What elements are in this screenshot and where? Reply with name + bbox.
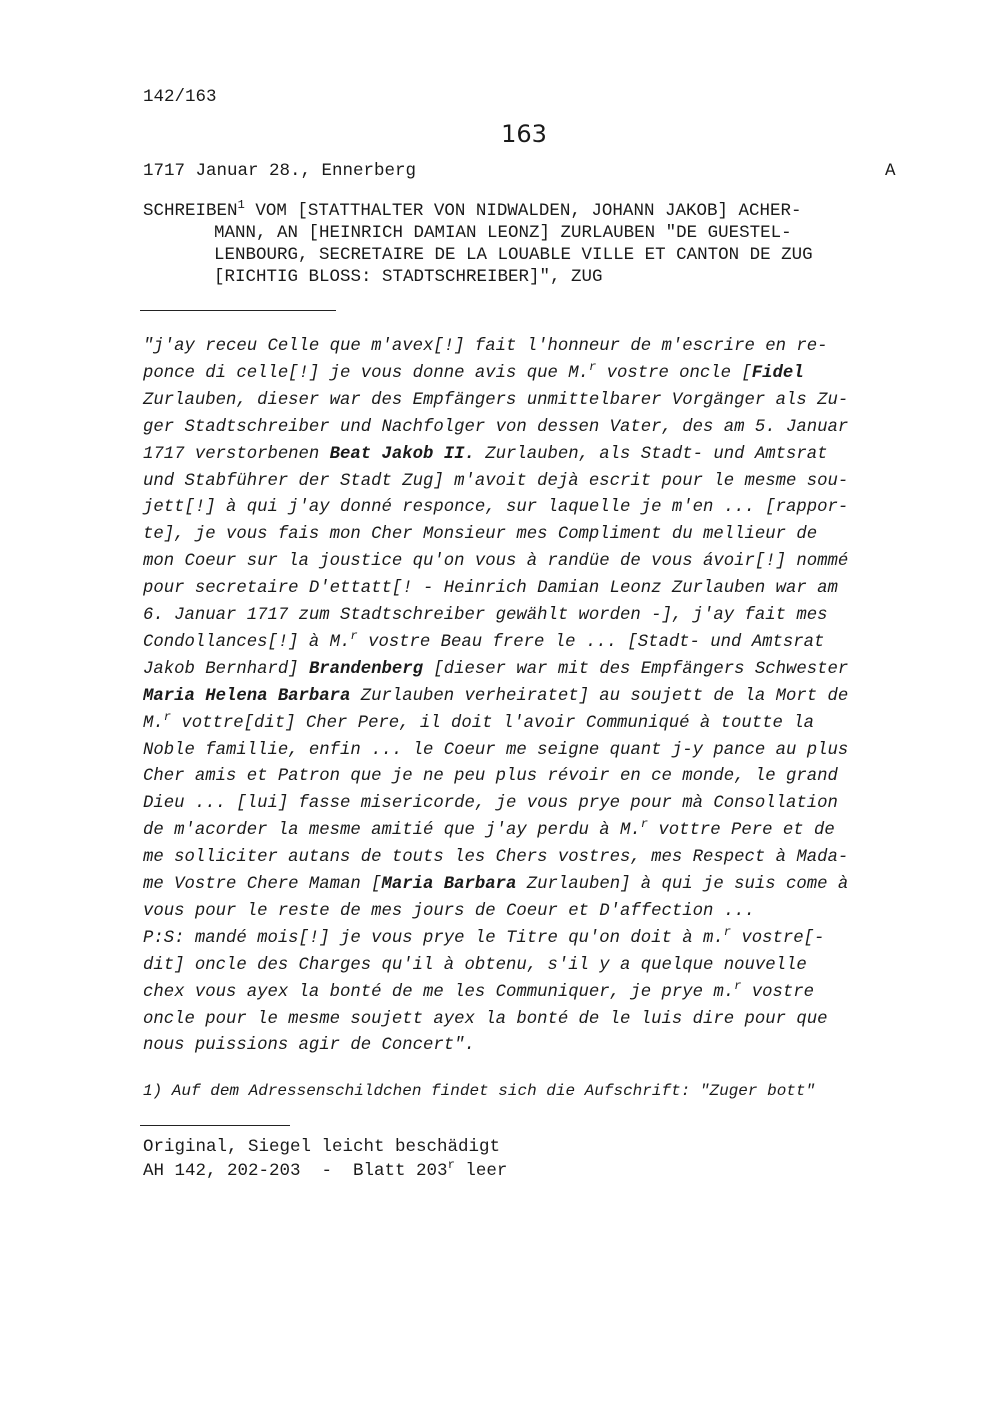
body-text: vostre Beau frere le ... [Stadt- und Amtsrat — [357, 632, 825, 652]
body-line — [143, 956, 807, 975]
body-text: 1717 verstorbenen — [143, 444, 330, 464]
body-text: pour secretaire D'ettatt[! - Heinrich Damian Leonz Zurlauben war am — [143, 579, 838, 599]
superscript-mark: r — [163, 709, 172, 724]
body-text: Jakob Bernhard] — [143, 659, 309, 679]
heading-line-3: LENBOURG, SECRETAIRE DE LA LOUABLE VILLE ET CANTON DE ZUG — [214, 245, 813, 265]
body-text: vostre[- — [731, 928, 825, 948]
heading-line-1 — [143, 198, 802, 221]
body-line — [143, 1010, 827, 1029]
superscript-mark: r — [350, 629, 358, 644]
body-text: vostre — [741, 982, 814, 1002]
heading-first-word: SCHREIBEN — [143, 201, 238, 221]
body-text: vostre oncle [ — [596, 363, 752, 383]
page-reference: 142/163 — [143, 87, 217, 107]
body-text: me Vostre Chere Maman [ — [143, 875, 382, 894]
body-line — [143, 660, 848, 679]
heading-line-4: [RICHTIG BLOSS: STADTSCHREIBER]", ZUG — [214, 267, 603, 287]
heading-footnote-mark: 1 — [237, 198, 245, 213]
body-line — [143, 925, 825, 948]
body-text: M. — [143, 713, 164, 733]
heading-divider — [140, 310, 336, 311]
superscript-mark: r — [723, 925, 732, 940]
superscript-mark: r — [588, 360, 597, 375]
body-line — [143, 525, 817, 544]
source-divider — [140, 1125, 290, 1126]
body-text: P:S: mandé mois[!] je vous prye le Titre qu'on doit à m. — [143, 928, 724, 948]
body-line — [143, 337, 827, 356]
body-text: ger Stadtschreiber und Nachfolger von dessen Vater, des am 5. Januar — [143, 417, 849, 437]
source-line-2 — [143, 1158, 508, 1181]
source-line-1: Original, Siegel leicht beschädigt — [143, 1137, 501, 1157]
body-line — [143, 902, 755, 921]
body-line — [143, 817, 835, 841]
body-text: mon Coeur sur la joustice qu'on vous à randüe de vous ávoir[!] nommé — [143, 552, 849, 572]
body-text: jett[!] à qui j'ay donné responce, sur laquelle je m'en ... [rappor- — [143, 498, 849, 518]
body-line — [143, 741, 848, 760]
name-highlight: Maria Helena Barbara — [143, 686, 351, 706]
body-line — [143, 472, 848, 491]
body-text: Dieu ... [lui] fasse misericorde, je vous prye pour mà Consollation — [143, 794, 838, 814]
body-text: te], je vous fais mon Cher Monsieur mes Compliment du mellieur de — [143, 525, 818, 545]
body-text: nous puissions agir de Concert". — [143, 1036, 475, 1056]
name-highlight: Fidel — [751, 363, 804, 383]
body-text: vottre Pere et de — [648, 821, 835, 841]
body-line — [143, 606, 827, 625]
superscript-mark: r — [640, 817, 649, 832]
body-text: "j'ay receu Celle que m'avex[!] fait l'honneur de m'escrire en re- — [143, 337, 828, 356]
body-text: chex vous ayex la bonté de me les Communiquer, je prye m. — [143, 982, 735, 1002]
body-text: Noble famillie, enfin ... le Coeur me seigne quant j-y pance au plus — [143, 740, 849, 760]
name-highlight: Maria Barbara — [381, 875, 517, 894]
body-text: dit] oncle des Charges qu'il à obtenu, s'il y a quelque nouvelle — [143, 955, 807, 975]
source-line-2-text: AH 142, 202-203 - Blatt 203 — [143, 1161, 448, 1181]
body-text: [dieser war mit des Empfängers Schwester — [423, 659, 849, 679]
body-text: de m'acorder la mesme amitié que j'ay perdu à M. — [143, 821, 641, 841]
footnote: 1) Auf dem Adressenschildchen findet sich die Aufschrift: "Zuger bott" — [143, 1082, 816, 1100]
body-text: oncle pour le mesme soujett ayex la bonté de le luis dire pour que — [143, 1009, 828, 1029]
body-text: Zurlauben verheiratet] au soujett de la Mort de — [350, 686, 849, 706]
body-line — [143, 848, 848, 867]
body-line — [143, 498, 848, 517]
body-text: vottre[dit] Cher Pere, il doit l'avoir Communiqué à toutte la — [171, 713, 814, 733]
body-text: Zurlauben, als Stadt- und Amtsrat — [474, 444, 828, 464]
body-text: Cher amis et Patron que je ne peu plus révoir en ce monde, le grand — [143, 767, 838, 787]
name-highlight: Brandenberg — [308, 659, 424, 679]
date-place-line: 1717 Januar 28., Ennerberg — [143, 161, 417, 181]
body-text: Zurlauben] à qui je suis come à — [516, 875, 849, 894]
body-line — [143, 978, 814, 1002]
category-letter: A — [885, 161, 896, 181]
heading-line-2: MANN, AN [HEINRICH DAMIAN LEONZ] ZURLAUBEN "DE GUESTEL- — [214, 223, 792, 243]
body-line — [143, 360, 804, 383]
body-text: und Stabführer der Stadt Zug] m'avoit dejà escrit pour le mesme sou- — [143, 471, 849, 491]
body-line — [143, 767, 838, 786]
body-line — [143, 445, 827, 464]
body-line — [143, 391, 848, 410]
body-line — [143, 709, 814, 733]
body-text: 6. Januar 1717 zum Stadtschreiber gewählt worden -], j'ay fait mes — [143, 606, 828, 625]
superscript-mark: r — [734, 978, 742, 993]
body-line — [143, 579, 838, 598]
body-line — [143, 418, 848, 437]
body-line — [143, 687, 848, 706]
body-text: Condollances[!] à M. — [143, 632, 351, 652]
heading-line-1-rest: VOM [STATTHALTER VON NIDWALDEN, JOHANN JAKOB] ACHER- — [244, 201, 802, 221]
source-line-2-tail: leer — [454, 1161, 508, 1181]
body-text: Zurlauben, dieser war des Empfängers unmittelbarer Vorgänger als Zu- — [143, 390, 849, 410]
body-text: ponce di celle[!] je vous donne avis que M. — [143, 363, 589, 383]
source-recto-mark: r — [447, 1158, 455, 1173]
name-highlight: Beat Jakob II. — [329, 444, 475, 464]
body-line — [143, 875, 848, 894]
body-line — [143, 629, 825, 652]
document-number: 163 — [501, 120, 547, 148]
body-line — [143, 1036, 475, 1055]
body-text: vous pour le reste de mes jours de Coeur et D'affection ... — [143, 901, 755, 921]
body-line — [143, 552, 848, 571]
body-text: me solliciter autans de touts les Chers vostres, mes Respect à Mada- — [143, 848, 849, 868]
body-line — [143, 794, 838, 813]
